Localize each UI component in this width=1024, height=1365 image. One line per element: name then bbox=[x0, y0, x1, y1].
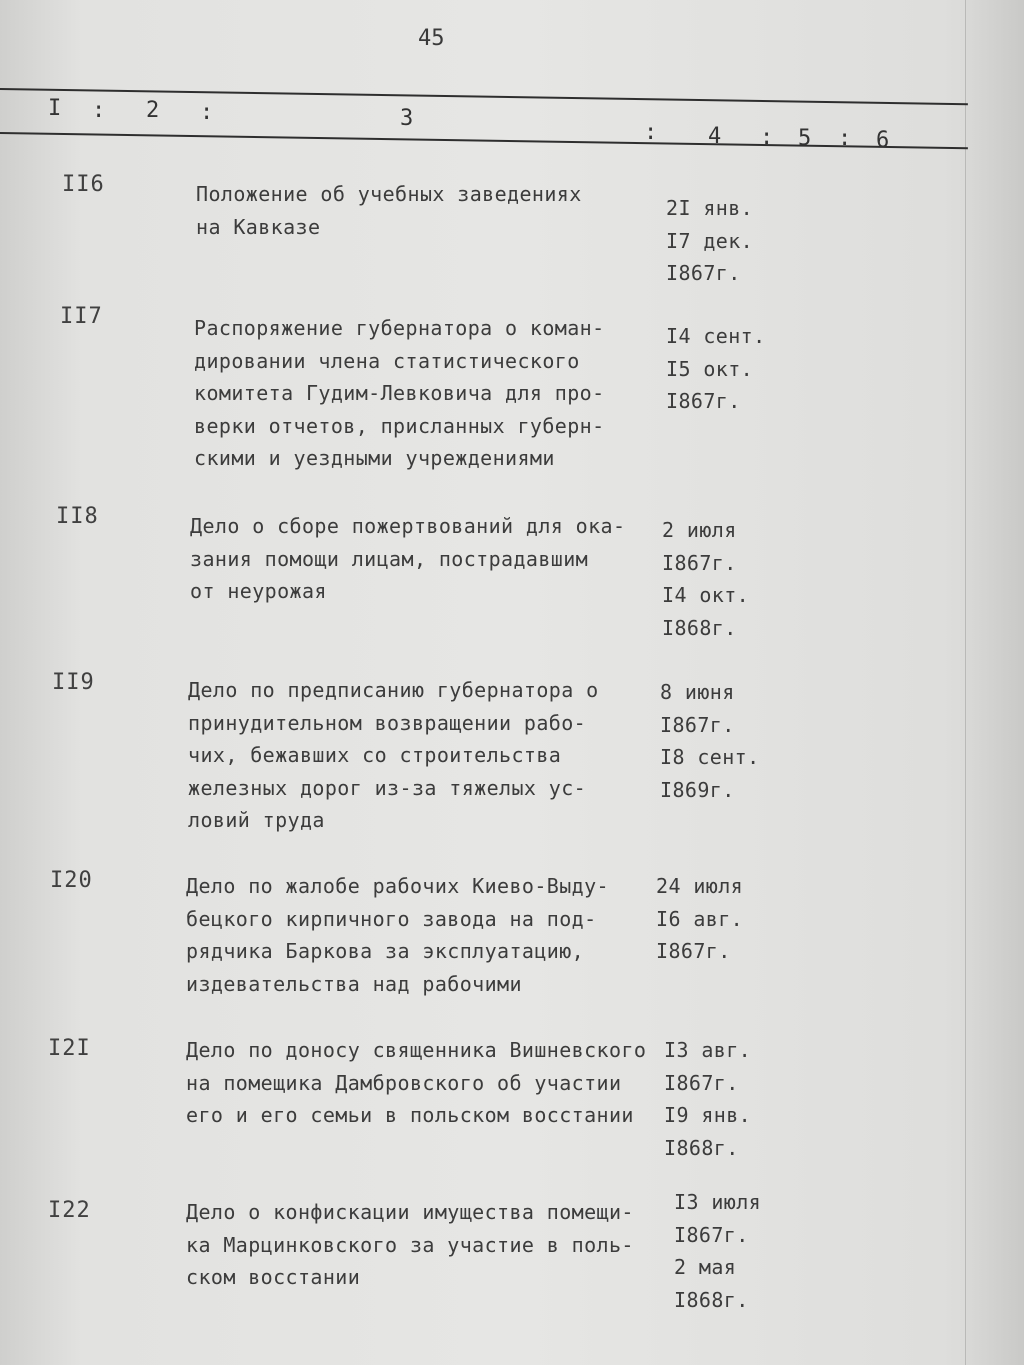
column-3-header: 3 bbox=[400, 106, 414, 131]
entry-dates: 24 июля I6 авг. I867г. bbox=[656, 874, 744, 963]
entry-number: I22 bbox=[48, 1198, 91, 1223]
entry-title: Положение об учебных заведениях на Кавказе bbox=[196, 182, 582, 239]
entry-dates: I3 июля I867г. 2 мая I868г. bbox=[674, 1190, 762, 1312]
entry-dates: 2 июля I867г. I4 окт. I868г. bbox=[662, 518, 750, 640]
entry-number: II8 bbox=[56, 504, 99, 529]
entry-number: I2I bbox=[48, 1036, 91, 1061]
column-5-header: 5 bbox=[798, 126, 812, 151]
entry-title: Дело о конфискации имущества помещи- ка Марцинковского за участие в поль- ском восстании bbox=[186, 1200, 634, 1289]
column-1-header: I bbox=[48, 96, 62, 121]
entry-number: II7 bbox=[60, 304, 103, 329]
entry-dates: I3 авг. I867г. I9 янв. I868г. bbox=[664, 1038, 752, 1160]
column-4-header: 4 bbox=[708, 124, 722, 149]
column-2-header: 2 bbox=[146, 98, 160, 123]
header-bottom-rule bbox=[0, 132, 968, 149]
column-6-header: 6 bbox=[876, 128, 890, 153]
column-separator: : bbox=[92, 98, 106, 123]
entry-number: I20 bbox=[50, 868, 93, 893]
column-separator: : bbox=[644, 120, 658, 145]
column-separator: : bbox=[760, 125, 774, 150]
entry-title: Дело по доносу священника Вишневского на помещика Дамбровского об участии его и его семьи в польском восстании bbox=[186, 1038, 647, 1127]
entry-number: II6 bbox=[62, 172, 105, 197]
entry-number: II9 bbox=[52, 670, 95, 695]
underlying-page-edge bbox=[965, 0, 1024, 1365]
column-separator: : bbox=[200, 100, 214, 125]
entry-dates: 2I янв. I7 дек. I867г. bbox=[666, 196, 754, 285]
entry-dates: 8 июня I867г. I8 сент. I869г. bbox=[660, 680, 760, 802]
entry-title: Дело по предписанию губернатора о принудительном возвращении рабо- чих, бежавших со строительства железных дорог из-за тяжелых ус- ловий труда bbox=[188, 678, 599, 832]
column-separator: : bbox=[838, 126, 852, 151]
entry-dates: I4 сент. I5 окт. I867г. bbox=[666, 324, 766, 413]
entry-title: Распоряжение губернатора о коман- дировании члена статистического комитета Гудим-Левковича для про- верки отчетов, присланных губерн- скими и уездными учреждениями bbox=[194, 316, 605, 470]
entry-title: Дело по жалобе рабочих Киево-Выду- бецкого кирпичного завода на под- рядчика Баркова за эксплуатацию, издевательства над рабочими bbox=[186, 874, 609, 996]
page-number: 45 bbox=[418, 26, 445, 51]
entry-title: Дело о сборе пожертвований для ока- зания помощи лицам, пострадавшим от неурожая bbox=[190, 514, 626, 603]
